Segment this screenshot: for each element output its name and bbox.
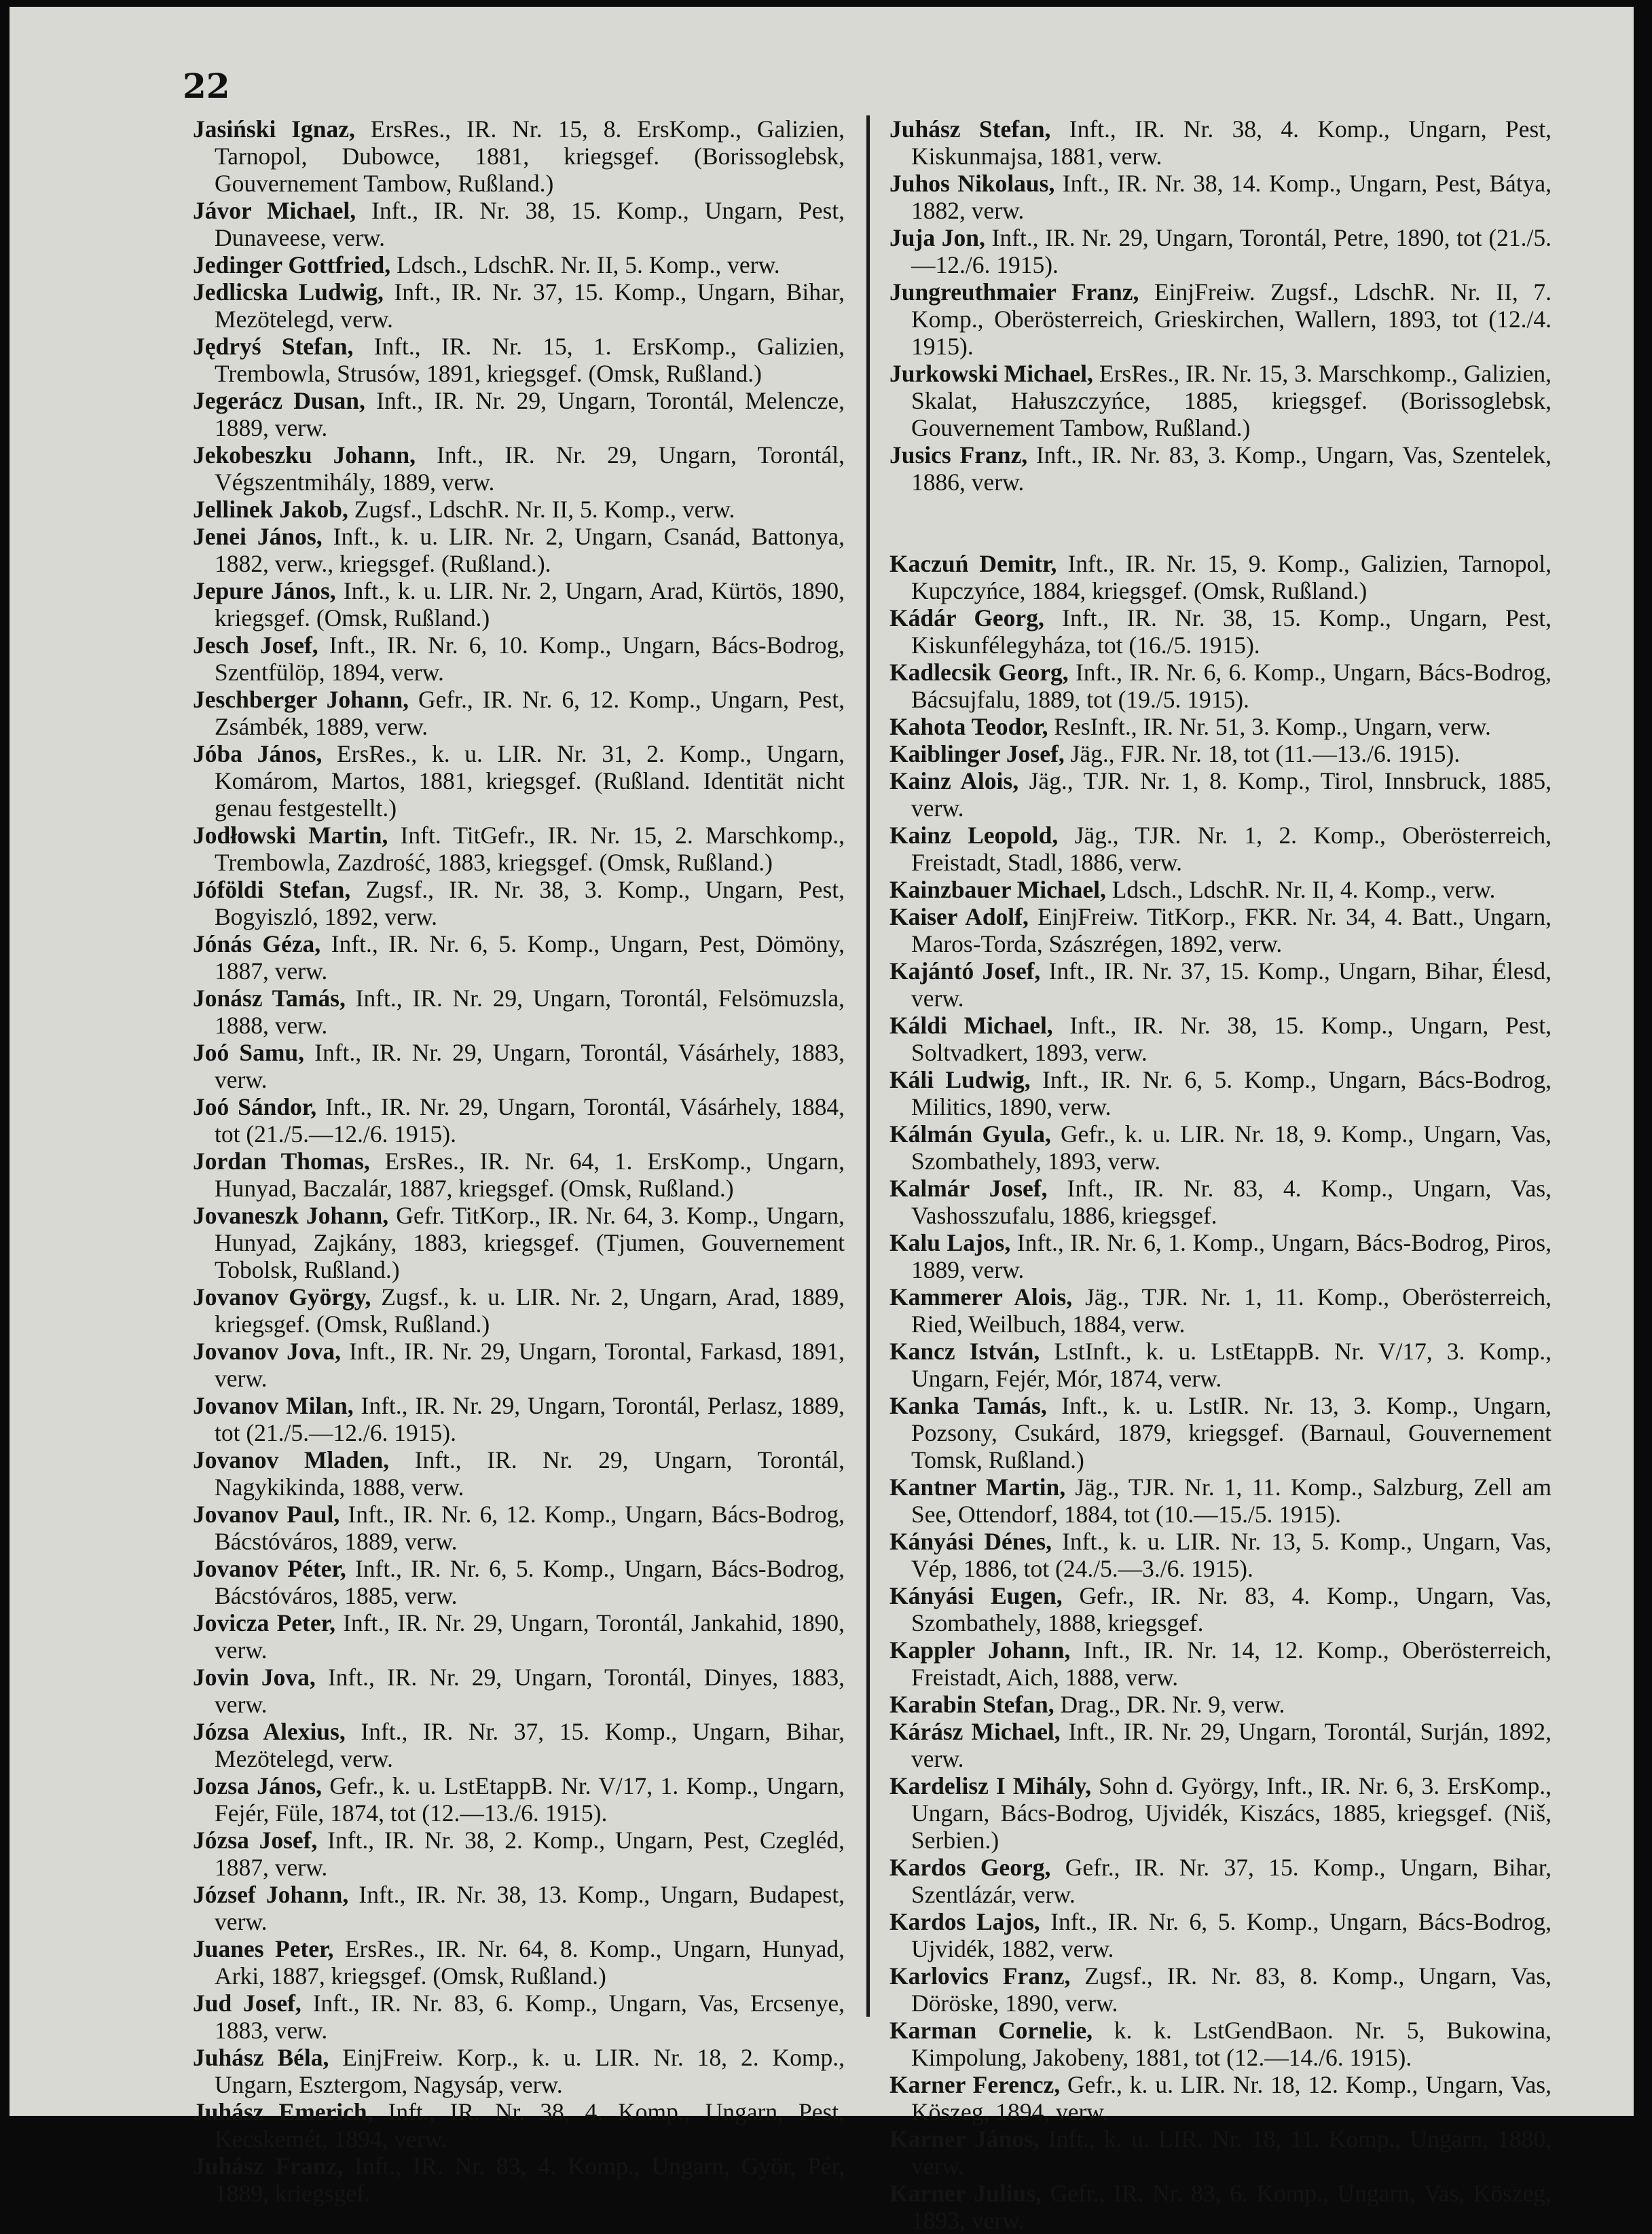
register-entry bbox=[889, 740, 1552, 767]
register-entry bbox=[889, 360, 1552, 441]
register-entry bbox=[193, 2098, 845, 2153]
entry-details: ErsRes., IR. Nr. 64, 1. ErsKomp., Ungarn, Hunyad, Baczalár, 1887, kriegsgef. (Omsk, Rußland.) bbox=[215, 1148, 845, 1202]
entry-details: Inft., IR. Nr. 29, Ungarn, Torontal, Farkasd, 1891, verw. bbox=[215, 1338, 845, 1392]
register-entry bbox=[889, 170, 1552, 224]
register-entry bbox=[889, 713, 1552, 740]
register-entry bbox=[889, 2180, 1552, 2234]
entry-name: Kammerer Alois, bbox=[889, 1283, 1073, 1311]
register-entry bbox=[193, 251, 845, 278]
entry-name: Jovanov Jova, bbox=[193, 1338, 342, 1365]
register-entry bbox=[889, 822, 1552, 876]
entry-name: Juhász Emerich, bbox=[193, 2098, 373, 2125]
register-entry bbox=[889, 1718, 1552, 1772]
entry-name: Kancz István, bbox=[889, 1338, 1040, 1365]
entry-name: Juanes Peter, bbox=[193, 1935, 334, 1962]
entry-details: Inft., IR. Nr. 38, 13. Komp., Ungarn, Budapest, verw. bbox=[215, 1881, 845, 1935]
entry-details: Gefr., IR. Nr. 37, 15. Komp., Ungarn, Bihar, Szentlázár, verw. bbox=[911, 1854, 1552, 1908]
entry-name: Kaczuń Demitr, bbox=[889, 550, 1057, 577]
register-entry bbox=[889, 1229, 1552, 1283]
entry-name: Jenei János, bbox=[193, 523, 323, 550]
register-entry bbox=[889, 1175, 1552, 1229]
register-entry bbox=[193, 2044, 845, 2098]
entry-name: Káli Ludwig, bbox=[889, 1066, 1031, 1093]
register-entry bbox=[193, 333, 845, 387]
entry-name: Jud Josef, bbox=[193, 1990, 301, 2017]
entry-name: Jovanov Mladen, bbox=[193, 1446, 390, 1473]
entry-details: Inft., IR. Nr. 15, 1. ErsKomp., Galizien, Trembowla, Strusów, 1891, kriegsgef. (Omsk, Rußland.) bbox=[215, 333, 845, 387]
register-entry bbox=[889, 1962, 1552, 2017]
entry-details: Inft., IR. Nr. 14, 12. Komp., Oberösterreich, Freistadt, Aich, 1888, verw. bbox=[911, 1636, 1552, 1691]
entry-name: Kadlecsik Georg, bbox=[889, 659, 1069, 686]
entry-details: Inft., IR. Nr. 29, Ungarn, Torontál, Petre, 1890, tot (21./5.—12./6. 1915). bbox=[911, 224, 1552, 278]
register-entry bbox=[889, 115, 1552, 170]
document-page bbox=[10, 7, 1634, 2234]
register-entry bbox=[193, 1338, 845, 1392]
entry-name: Jonász Tamás, bbox=[193, 985, 346, 1012]
register-entry bbox=[193, 1990, 845, 2044]
entry-details: Zugsf., IR. Nr. 83, 8. Komp., Ungarn, Vas, Döröske, 1890, verw. bbox=[911, 1962, 1552, 2017]
register-entry bbox=[193, 822, 845, 876]
register-entry bbox=[193, 1609, 845, 1664]
register-entry bbox=[889, 1120, 1552, 1175]
entry-name: Kardos Georg, bbox=[889, 1854, 1051, 1881]
entry-details: Drag., DR. Nr. 9, verw. bbox=[1054, 1691, 1285, 1718]
entry-name: Juhász Stefan, bbox=[889, 115, 1051, 143]
entry-details: Inft., IR. Nr. 37, 15. Komp., Ungarn, Bihar, Mezötelegd, verw. bbox=[215, 278, 845, 333]
entry-name: Jurkowski Michael, bbox=[889, 360, 1093, 387]
entry-details: Inft., IR. Nr. 6, 5. Komp., Ungarn, Bács-Bodrog, Bácstóváros, 1885, verw. bbox=[215, 1555, 845, 1609]
page-number: 22 bbox=[183, 66, 230, 106]
entry-name: Jovicza Peter, bbox=[193, 1609, 335, 1636]
register-entry bbox=[193, 876, 845, 930]
register-entry bbox=[193, 1935, 845, 1990]
entry-name: Kanka Tamás, bbox=[889, 1392, 1047, 1419]
entry-details: Inft., IR. Nr. 38, 15. Komp., Ungarn, Pest, Soltvadkert, 1893, verw. bbox=[911, 1012, 1552, 1066]
entry-details: Inft., k. u. LIR. Nr. 18, 11. Komp., Ungarn, 1880, verw. bbox=[911, 2125, 1552, 2180]
register-entry bbox=[193, 441, 845, 496]
entry-name: Kaiblinger Josef, bbox=[889, 740, 1065, 767]
register-entry bbox=[889, 1854, 1552, 1908]
entry-details: Inft., IR. Nr. 6, 10. Komp., Ungarn, Bács-Bodrog, Szentfülöp, 1894, verw. bbox=[215, 631, 845, 686]
entry-details: Inft. TitGefr., IR. Nr. 15, 2. Marschkomp., Trembowla, Zazdrość, 1883, kriegsgef. (Omsk, Rußland.) bbox=[215, 822, 845, 876]
register-entry bbox=[889, 1338, 1552, 1392]
entry-name: Jędryś Stefan, bbox=[193, 333, 354, 360]
entry-details: Gefr., k. u. LIR. Nr. 18, 12. Komp., Ungarn, Vas, Köszeg, 1894, verw. bbox=[911, 2071, 1552, 2125]
register-entry bbox=[889, 1392, 1552, 1473]
entry-details: Inft., IR. Nr. 83, 4. Komp., Ungarn, Györ, Pér, 1889, kriegsgef. bbox=[215, 2153, 845, 2207]
entry-name: Józsa Josef, bbox=[193, 1827, 318, 1854]
entry-name: Jasiński Ignaz, bbox=[193, 115, 355, 143]
entry-name: Kányási Eugen, bbox=[889, 1582, 1063, 1609]
register-entry bbox=[889, 1012, 1552, 1066]
entry-name: Jozsa János, bbox=[193, 1772, 322, 1799]
entry-details: Inft., IR. Nr. 29, Ungarn, Torontál, Vásárhely, 1883, verw. bbox=[215, 1039, 845, 1093]
entry-name: Juhász Franz, bbox=[193, 2153, 344, 2180]
register-entry bbox=[193, 1827, 845, 1881]
entry-name: Juhos Nikolaus, bbox=[889, 170, 1055, 197]
register-entry bbox=[889, 1908, 1552, 1962]
entry-name: Karner Ferencz, bbox=[889, 2071, 1061, 2098]
entry-name: Jovanov Paul, bbox=[193, 1501, 340, 1528]
register-entry bbox=[889, 767, 1552, 822]
register-entry bbox=[889, 1066, 1552, 1120]
right-column bbox=[889, 115, 1552, 2234]
entry-name: Karner János, bbox=[889, 2125, 1040, 2153]
register-entry bbox=[193, 496, 845, 523]
entry-name: Jepure János, bbox=[193, 577, 336, 604]
entry-details: Sohn d. György, Inft., IR. Nr. 6, 3. ErsKomp., Ungarn, Bács-Bodrog, Ujvidék, Kiszács, 1885, kriegsgef. (Niš, Serbien.) bbox=[911, 1772, 1552, 1854]
entry-details: Gefr., IR. Nr. 6, 12. Komp., Ungarn, Pest, Zsámbék, 1889, verw. bbox=[215, 686, 845, 740]
entry-details: Inft., IR. Nr. 38, 14. Komp., Ungarn, Pest, Bátya, 1882, verw. bbox=[911, 170, 1552, 224]
register-entry bbox=[193, 197, 845, 251]
entry-details: Inft., IR. Nr. 37, 15. Komp., Ungarn, Bihar, Mezötelegd, verw. bbox=[215, 1718, 845, 1772]
entry-name: Jellinek Jakob, bbox=[193, 496, 348, 523]
entry-details: Inft., IR. Nr. 29, Ungarn, Torontál, Végszentmihály, 1889, verw. bbox=[215, 441, 845, 496]
entry-details: ErsRes., k. u. LIR. Nr. 31, 2. Komp., Ungarn, Komárom, Martos, 1881, kriegsgef. (Rußland. Identität nicht genau festgestellt.) bbox=[215, 740, 845, 822]
entry-name: Jedinger Gottfried, bbox=[193, 251, 391, 278]
entry-name: Karlovics Franz, bbox=[889, 1962, 1071, 1990]
register-entry bbox=[889, 1636, 1552, 1691]
register-entry bbox=[889, 224, 1552, 278]
entry-name: Jovin Jova, bbox=[193, 1664, 316, 1691]
register-entry bbox=[193, 740, 845, 822]
entry-details: Inft., k. u. LIR. Nr. 2, Ungarn, Csanád, Battonya, 1882, verw., kriegsgef. (Rußland.). bbox=[215, 523, 845, 577]
entry-name: Kardelisz I Mihály, bbox=[889, 1772, 1092, 1799]
register-entry bbox=[889, 1691, 1552, 1718]
section-gap bbox=[889, 496, 1552, 550]
register-entry bbox=[193, 1283, 845, 1338]
register-entry bbox=[193, 387, 845, 441]
entry-name: Kányási Dénes, bbox=[889, 1528, 1052, 1555]
entry-details: Inft., IR. Nr. 6, 5. Komp., Ungarn, Pest, Dömöny, 1887, verw. bbox=[215, 930, 845, 985]
entry-details: Inft., IR. Nr. 6, 5. Komp., Ungarn, Bács-Bodrog, Militics, 1890, verw. bbox=[911, 1066, 1552, 1120]
register-entry bbox=[193, 1392, 845, 1446]
entry-name: Jeschberger Johann, bbox=[193, 686, 409, 713]
entry-name: Jodłowski Martin, bbox=[193, 822, 388, 849]
entry-name: Jungreuthmaier Franz, bbox=[889, 278, 1139, 306]
entry-name: Jovanov Péter, bbox=[193, 1555, 346, 1582]
entry-details: Jäg., TJR. Nr. 1, 11. Komp., Salzburg, Zell am See, Ottendorf, 1884, tot (10.—15./5. 1915). bbox=[911, 1473, 1552, 1528]
entry-details: Inft., IR. Nr. 83, 4. Komp., Ungarn, Vas, Vashosszufalu, 1886, kriegsgef. bbox=[911, 1175, 1552, 1229]
entry-details: k. k. LstGendBaon. Nr. 5, Bukowina, Kimpolung, Jakobeny, 1881, tot (12.—14./6. 1915). bbox=[911, 2017, 1552, 2071]
entry-details: EinjFreiw. Zugsf., LdschR. Nr. II, 7. Komp., Oberösterreich, Grieskirchen, Wallern, 1893, tot (12./4. 1915). bbox=[911, 278, 1552, 360]
entry-name: Jesch Josef, bbox=[193, 631, 318, 659]
register-entry bbox=[193, 577, 845, 631]
register-entry bbox=[193, 1093, 845, 1148]
entry-name: Kalmár Josef, bbox=[889, 1175, 1048, 1202]
entry-name: Kádár Georg, bbox=[889, 604, 1044, 631]
entry-name: Jedlicska Ludwig, bbox=[193, 278, 384, 306]
entry-name: Józsa Alexius, bbox=[193, 1718, 346, 1745]
entry-details: Inft., IR. Nr. 38, 2. Komp., Ungarn, Pest, Czegléd, 1887, verw. bbox=[215, 1827, 845, 1881]
register-entry bbox=[889, 441, 1552, 496]
entry-name: Kardos Lajos, bbox=[889, 1908, 1040, 1935]
register-entry bbox=[889, 1772, 1552, 1854]
entry-name: Jóföldi Stefan, bbox=[193, 876, 351, 903]
register-entry bbox=[193, 1664, 845, 1718]
entry-details: ErsRes., IR. Nr. 15, 3. Marschkomp., Galizien, Skalat, Hałuszczyńce, 1885, kriegsgef. (Borissoglebsk, Gouvernement Tambow, Rußland.) bbox=[911, 360, 1552, 441]
entry-details: Inft., IR. Nr. 6, 5. Komp., Ungarn, Bács-Bodrog, Ujvidék, 1882, verw. bbox=[911, 1908, 1552, 1962]
entry-details: Gefr. TitKorp., IR. Nr. 64, 3. Komp., Ungarn, Hunyad, Zajkány, 1883, kriegsgef. (Tjumen, Gouvernement Tobolsk, Rußland.) bbox=[215, 1202, 845, 1283]
entry-name: Juhász Béla, bbox=[193, 2044, 329, 2071]
entry-details: Inft., IR. Nr. 6, 12. Komp., Ungarn, Bács-Bodrog, Bácstóváros, 1889, verw. bbox=[215, 1501, 845, 1555]
entry-details: Gefr., IR. Nr. 83, 6. Komp., Ungarn, Vas, Köszeg, 1893, verw. bbox=[911, 2180, 1552, 2234]
left-column bbox=[193, 115, 845, 2207]
register-entry bbox=[889, 2125, 1552, 2180]
entry-details: Inft., IR. Nr. 83, 6. Komp., Ungarn, Vas, Ercsenye, 1883, verw. bbox=[215, 1990, 845, 2044]
entry-name: Kárász Michael, bbox=[889, 1718, 1061, 1745]
entry-name: Kahota Teodor, bbox=[889, 713, 1048, 740]
entry-details: Inft., IR. Nr. 6, 6. Komp., Ungarn, Bács-Bodrog, Bácsujfalu, 1889, tot (19./5. 1915). bbox=[911, 659, 1552, 713]
entry-name: Jegerácz Dusan, bbox=[193, 387, 365, 414]
register-entry bbox=[193, 1148, 845, 1202]
entry-name: Kantner Martin, bbox=[889, 1473, 1066, 1501]
entry-name: Karner Julius, bbox=[889, 2180, 1042, 2207]
entry-details: Inft., k. u. LIR. Nr. 13, 5. Komp., Ungarn, Vas, Vép, 1886, tot (24./5.—3./6. 1915). bbox=[911, 1528, 1552, 1582]
entry-details: Jäg., TJR. Nr. 1, 2. Komp., Oberösterreich, Freistadt, Stadl, 1886, verw. bbox=[911, 822, 1552, 876]
entry-name: Joó Sándor, bbox=[193, 1093, 317, 1120]
entry-name: Karman Cornelie, bbox=[889, 2017, 1093, 2044]
entry-details: Inft., k. u. LIR. Nr. 2, Ungarn, Arad, Kürtös, 1890, kriegsgef. (Omsk, Rußland.) bbox=[215, 577, 845, 631]
entry-details: Inft., IR. Nr. 37, 15. Komp., Ungarn, Bihar, Élesd, verw. bbox=[911, 957, 1552, 1012]
entry-name: Jovanov György, bbox=[193, 1283, 371, 1311]
register-entry bbox=[193, 1881, 845, 1935]
entry-details: Inft., IR. Nr. 29, Ungarn, Torontál, Jankahid, 1890, verw. bbox=[215, 1609, 845, 1664]
register-entry bbox=[193, 2153, 845, 2207]
register-entry bbox=[889, 2071, 1552, 2125]
entry-details: Ldsch., LdschR. Nr. II, 5. Komp., verw. bbox=[390, 251, 780, 278]
entry-name: József Johann, bbox=[193, 1881, 349, 1908]
entry-name: Kainz Alois, bbox=[889, 767, 1019, 794]
entry-name: Karabin Stefan, bbox=[889, 1691, 1054, 1718]
entry-details: Jäg., FJR. Nr. 18, tot (11.—13./6. 1915). bbox=[1064, 740, 1461, 767]
register-entry bbox=[889, 1283, 1552, 1338]
register-entry bbox=[889, 1582, 1552, 1636]
entry-details: Inft., IR. Nr. 6, 1. Komp., Ungarn, Bács-Bodrog, Piros, 1889, verw. bbox=[911, 1229, 1552, 1283]
entry-details: Inft., IR. Nr. 29, Ungarn, Torontál, Dinyes, 1883, verw. bbox=[215, 1664, 845, 1718]
entry-details: Inft., IR. Nr. 29, Ungarn, Torontál, Melencze, 1889, verw. bbox=[215, 387, 845, 441]
register-entry bbox=[193, 1202, 845, 1283]
register-entry bbox=[193, 930, 845, 985]
entry-details: LstInft., k. u. LstEtappB. Nr. V/17, 3. Komp., Ungarn, Fejér, Mór, 1874, verw. bbox=[911, 1338, 1552, 1392]
entry-name: Káldi Michael, bbox=[889, 1012, 1053, 1039]
entry-details: Inft., IR. Nr. 29, Ungarn, Torontál, Nagykikinda, 1888, verw. bbox=[215, 1446, 845, 1501]
entry-name: Jónás Géza, bbox=[193, 930, 321, 957]
entry-name: Jusics Franz, bbox=[889, 441, 1028, 469]
entry-details: Gefr., k. u. LstEtappB. Nr. V/17, 1. Komp., Ungarn, Fejér, Füle, 1874, tot (12.—13./6. 1915). bbox=[215, 1772, 845, 1827]
entry-details: Inft., IR. Nr. 38, 15. Komp., Ungarn, Pest, Dunaveese, verw. bbox=[215, 197, 845, 251]
entry-name: Kainzbauer Michael, bbox=[889, 876, 1106, 903]
register-entry bbox=[193, 631, 845, 686]
entry-details: Inft., IR. Nr. 29, Ungarn, Torontál, Perlasz, 1889, tot (21./5.—12./6. 1915). bbox=[215, 1392, 845, 1446]
register-entry bbox=[889, 550, 1552, 604]
entry-details: Inft., IR. Nr. 29, Ungarn, Torontál, Surján, 1892, verw. bbox=[911, 1718, 1552, 1772]
register-entry bbox=[193, 1446, 845, 1501]
entry-details: Inft., IR. Nr. 29, Ungarn, Torontál, Felsömuzsla, 1888, verw. bbox=[215, 985, 845, 1039]
entry-details: Inft., IR. Nr. 38, 15. Komp., Ungarn, Pest, Kiskunfélegyháza, tot (16./5. 1915). bbox=[911, 604, 1552, 659]
entry-name: Kajántó Josef, bbox=[889, 957, 1041, 985]
entry-name: Kainz Leopold, bbox=[889, 822, 1059, 849]
entry-details: EinjFreiw. TitKorp., FKR. Nr. 34, 4. Batt., Ungarn, Maros-Torda, Szászrégen, 1892, verw. bbox=[911, 903, 1552, 957]
entry-name: Jekobeszku Johann, bbox=[193, 441, 416, 469]
entry-details: Jäg., TJR. Nr. 1, 8. Komp., Tirol, Innsbruck, 1885, verw. bbox=[911, 767, 1552, 822]
entry-details: Inft., IR. Nr. 38, 4. Komp., Ungarn, Pest, Kiskunmajsa, 1881, verw. bbox=[911, 115, 1552, 170]
entry-name: Kálmán Gyula, bbox=[889, 1120, 1051, 1148]
entry-name: Kaiser Adolf, bbox=[889, 903, 1029, 930]
entry-name: Jovanov Milan, bbox=[193, 1392, 354, 1419]
entry-details: Inft., IR. Nr. 29, Ungarn, Torontál, Vásárhely, 1884, tot (21./5.—12./6. 1915). bbox=[215, 1093, 845, 1148]
entry-details: Zugsf., k. u. LIR. Nr. 2, Ungarn, Arad, 1889, kriegsgef. (Omsk, Rußland.) bbox=[215, 1283, 845, 1338]
register-entry bbox=[193, 1039, 845, 1093]
entry-name: Juja Jon, bbox=[889, 224, 985, 251]
entry-name: Jávor Michael, bbox=[193, 197, 356, 224]
right-column-k-section bbox=[889, 550, 1552, 2234]
entry-details: ErsRes., IR. Nr. 15, 8. ErsKomp., Galizien, Tarnopol, Dubowce, 1881, kriegsgef. (Borissoglebsk, Gouvernement Tambow, Rußland.) bbox=[215, 115, 845, 197]
entry-name: Jovaneszk Johann, bbox=[193, 1202, 389, 1229]
entry-details: Inft., IR. Nr. 83, 3. Komp., Ungarn, Vas, Szentelek, 1886, verw. bbox=[911, 441, 1552, 496]
register-entry bbox=[889, 278, 1552, 360]
entry-name: Joó Samu, bbox=[193, 1039, 305, 1066]
entry-name: Jordan Thomas, bbox=[193, 1148, 370, 1175]
register-entry bbox=[193, 1718, 845, 1772]
entry-details: Inft., k. u. LstIR. Nr. 13, 3. Komp., Ungarn, Pozsony, Csukárd, 1879, kriegsgef. (Barnaul, Gouvernement Tomsk, Rußland.) bbox=[911, 1392, 1552, 1473]
entry-name: Kappler Johann, bbox=[889, 1636, 1071, 1664]
entry-details: Gefr., k. u. LIR. Nr. 18, 9. Komp., Ungarn, Vas, Szombathely, 1893, verw. bbox=[911, 1120, 1552, 1175]
register-entry bbox=[193, 1501, 845, 1555]
entry-details: EinjFreiw. Korp., k. u. LIR. Nr. 18, 2. Komp., Ungarn, Esztergom, Nagysáp, verw. bbox=[215, 2044, 845, 2098]
entry-details: Gefr., IR. Nr. 83, 4. Komp., Ungarn, Vas, Szombathely, 1888, kriegsgef. bbox=[911, 1582, 1552, 1636]
column-divider bbox=[866, 115, 870, 2017]
right-column-j-section bbox=[889, 115, 1552, 496]
register-entry bbox=[889, 659, 1552, 713]
entry-details: Zugsf., LdschR. Nr. II, 5. Komp., verw. bbox=[348, 496, 735, 523]
register-entry bbox=[193, 523, 845, 577]
register-entry bbox=[193, 985, 845, 1039]
register-entry bbox=[889, 1473, 1552, 1528]
entry-name: Jóba János, bbox=[193, 740, 323, 767]
register-entry bbox=[889, 903, 1552, 957]
register-entry bbox=[193, 115, 845, 197]
register-entry bbox=[193, 1772, 845, 1827]
register-entry bbox=[889, 876, 1552, 903]
entry-name: Kalu Lajos, bbox=[889, 1229, 1011, 1256]
entry-details: Inft., IR. Nr. 15, 9. Komp., Galizien, Tarnopol, Kupczyńce, 1884, kriegsgef. (Omsk, Rußland.) bbox=[911, 550, 1552, 604]
entry-details: Jäg., TJR. Nr. 1, 11. Komp., Oberösterreich, Ried, Weilbuch, 1884, verw. bbox=[911, 1283, 1552, 1338]
register-entry bbox=[193, 1555, 845, 1609]
entry-details: Inft., IR. Nr. 38, 4. Komp., Ungarn, Pest, Kecskemét, 1894, verw. bbox=[215, 2098, 845, 2153]
entry-details: Zugsf., IR. Nr. 38, 3. Komp., Ungarn, Pest, Bogyiszló, 1892, verw. bbox=[215, 876, 845, 930]
register-entry bbox=[889, 2017, 1552, 2071]
register-entry bbox=[193, 278, 845, 333]
entry-details: ErsRes., IR. Nr. 64, 8. Komp., Ungarn, Hunyad, Arki, 1887, kriegsgef. (Omsk, Rußland.) bbox=[215, 1935, 845, 1990]
register-entry bbox=[889, 1528, 1552, 1582]
register-entry bbox=[193, 686, 845, 740]
entry-details: Ldsch., LdschR. Nr. II, 4. Komp., verw. bbox=[1105, 876, 1496, 903]
register-entry bbox=[889, 957, 1552, 1012]
entry-details: ResInft., IR. Nr. 51, 3. Komp., Ungarn, verw. bbox=[1048, 713, 1491, 740]
register-entry bbox=[889, 604, 1552, 659]
